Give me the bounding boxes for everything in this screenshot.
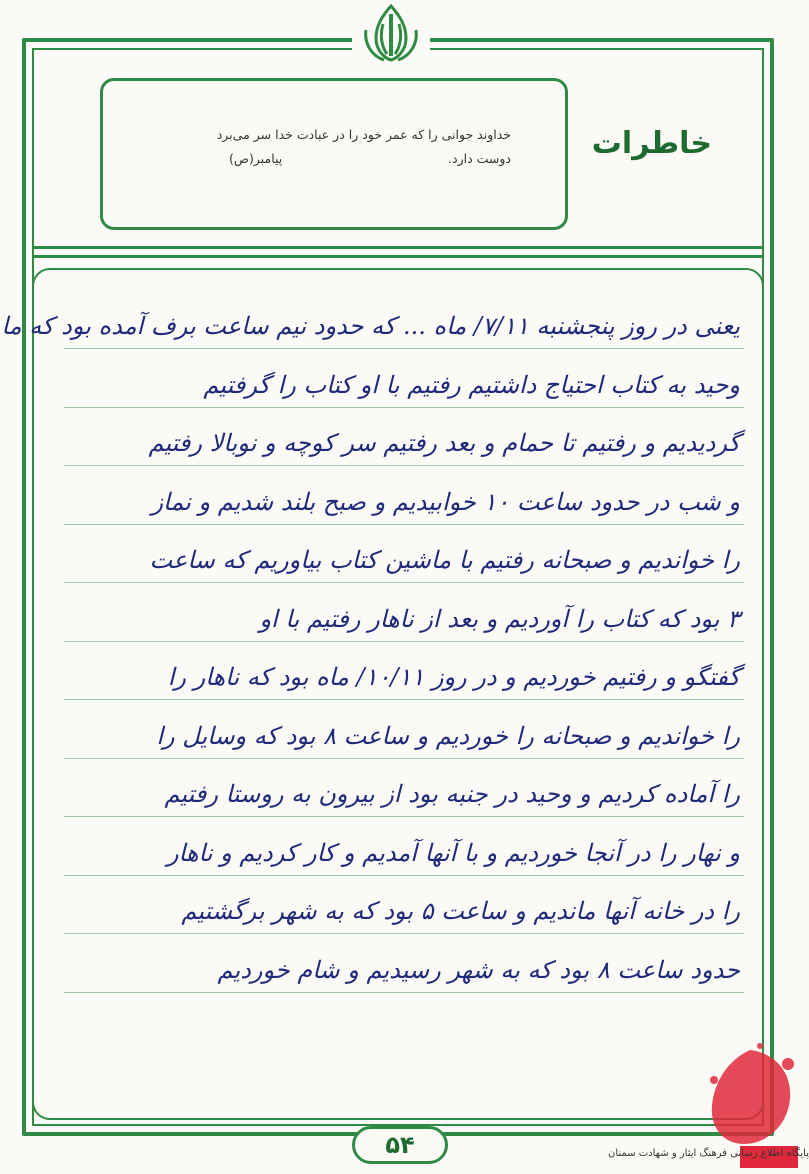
handwritten-line: را آماده کردیم و وحید در جنبه بود از بیرون به روستا رفتیم xyxy=(164,780,740,808)
handwritten-line: گفتگو و رفتیم خوردیم و در روز ۱۰/۱۱/ ماه بود که ناهار را xyxy=(167,663,740,691)
ruled-line xyxy=(64,641,744,642)
handwritten-line: و نهار را در آنجا خوردیم و با آنها آمدیم و کار کردیم و ناهار xyxy=(166,838,740,867)
ruled-line xyxy=(64,875,744,876)
handwritten-line: ۳ بود که کتاب را آوردیم و بعد از ناهار رفتیم با او xyxy=(259,604,740,633)
header-divider xyxy=(32,246,764,258)
ruled-line xyxy=(64,699,744,700)
ruled-line xyxy=(64,582,744,583)
section-title: خاطرات xyxy=(591,126,712,161)
ruled-line xyxy=(64,407,744,408)
handwritten-line: یعنی در روز پنجشنبه ۷/۱۱/ ماه ... که حدود نیم ساعت برف آمده بود که ما xyxy=(1,312,740,340)
ruled-line xyxy=(64,816,744,817)
ruled-line xyxy=(64,348,744,349)
ruled-line xyxy=(64,524,744,525)
quote-box xyxy=(100,78,568,230)
handwritten-line: را خواندیم و صبحانه رفتیم با ماشین کتاب بیاوریم که ساعت xyxy=(149,546,740,574)
watermark-text: پایگاه اطلاع رسانی فرهنگ ایثار و شهادت سمنان xyxy=(608,1148,809,1159)
handwritten-line: را خواندیم و صبحانه را خوردیم و ساعت ۸ بود که وسایل را xyxy=(156,721,740,750)
ruled-line xyxy=(64,933,744,934)
quote-attribution: پیامبر(ص) xyxy=(229,151,283,166)
ruled-line xyxy=(64,758,744,759)
quote-line: خداوند جوانی را که عمر خود را در عبادت خدا سر می‌برد xyxy=(216,127,511,142)
handwritten-line: حدود ساعت ۸ بود که به شهر رسیدیم و شام خوردیم xyxy=(217,955,740,984)
handwritten-line: را در خانه آنها ماندیم و ساعت ۵ بود که به شهر برگشتیم xyxy=(181,897,740,925)
emblem-icon xyxy=(352,0,430,64)
handwritten-line: و شب در حدود ساعت ۱۰ خوابیدیم و صبح بلند شدیم و نماز xyxy=(151,487,740,516)
handwritten-line: وحید به کتاب احتیاج داشتیم رفتیم با او کتاب را گرفتیم xyxy=(203,370,740,399)
quote-line: دوست دارد. xyxy=(448,151,511,166)
ruled-line xyxy=(64,465,744,466)
handwritten-line: گردیدیم و رفتیم تا حمام و بعد رفتیم سر کوچه و نوبالا رفتیم xyxy=(148,429,740,457)
page-number: ۵۴ xyxy=(352,1126,448,1164)
ruled-line xyxy=(64,992,744,993)
